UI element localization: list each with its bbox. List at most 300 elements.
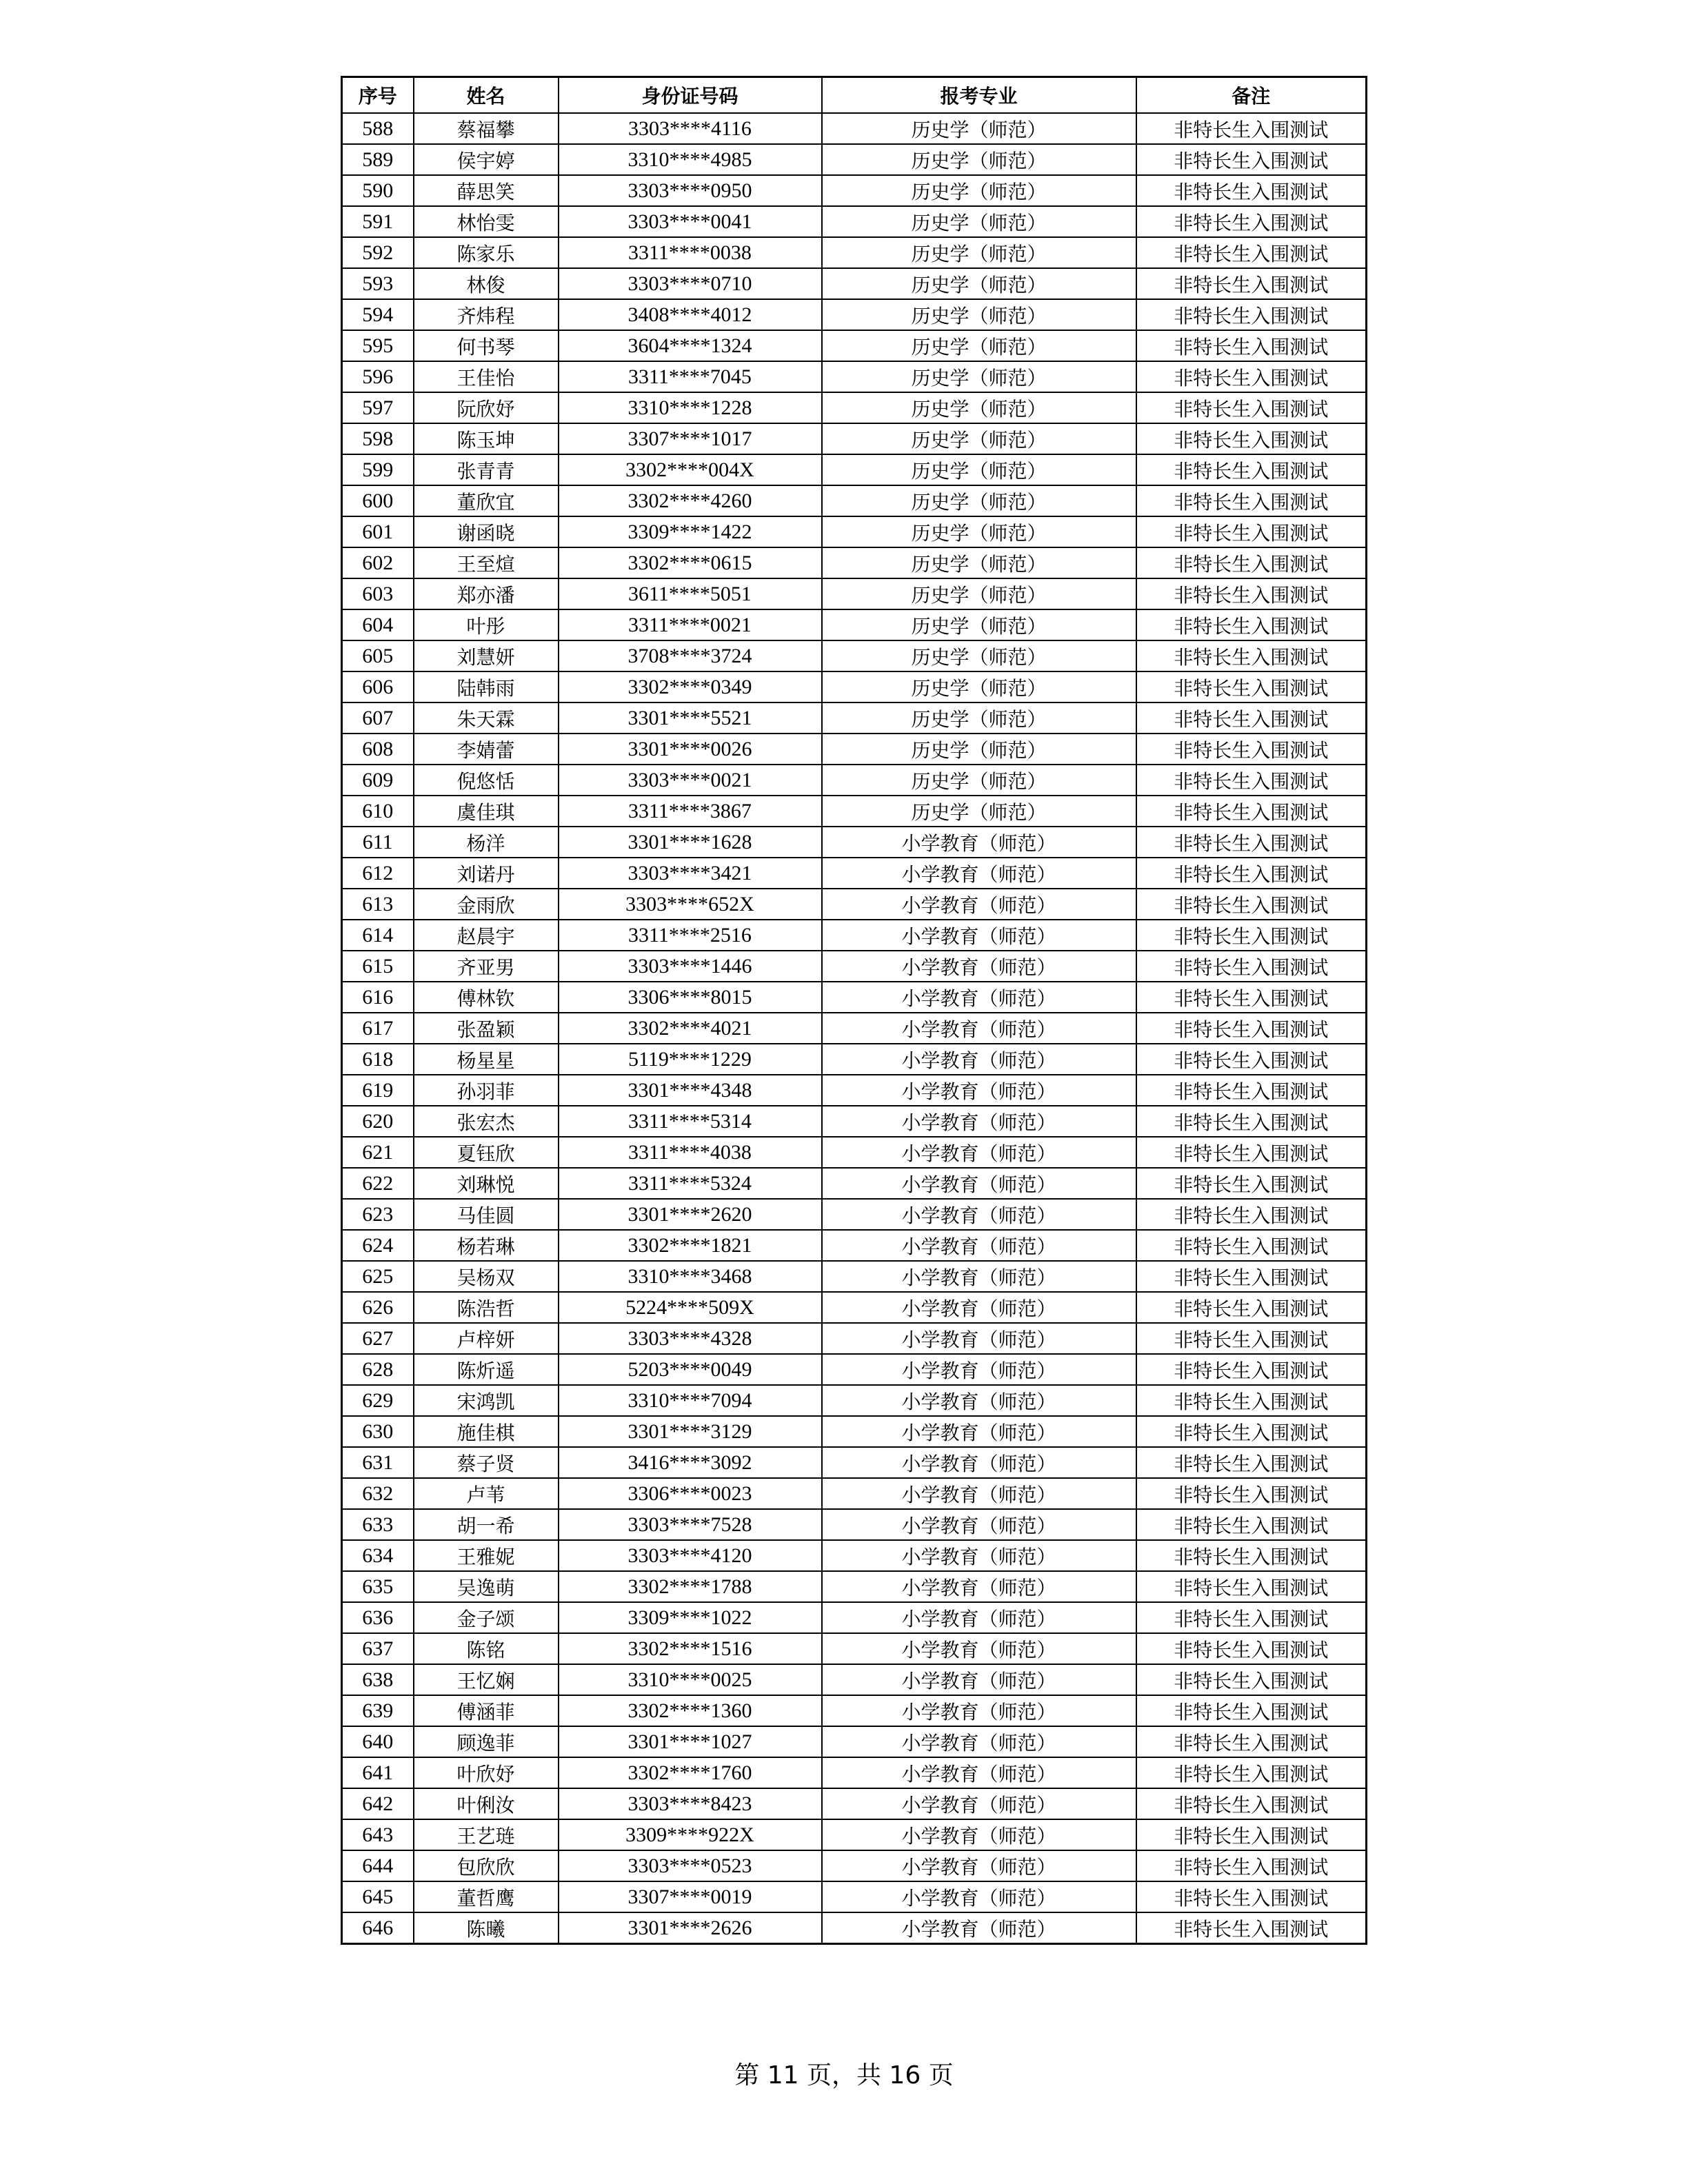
cell-remark: 非特长生入围测试 (1136, 1013, 1367, 1044)
cell-major: 历史学（师范） (822, 113, 1136, 144)
cell-index: 594 (342, 299, 414, 330)
cell-index: 614 (342, 920, 414, 951)
cell-name: 侯宇婷 (414, 144, 559, 175)
cell-name: 陈玉坤 (414, 423, 559, 454)
cell-id-number: 3301****5521 (559, 702, 822, 734)
table-row (342, 609, 1367, 640)
table-row (342, 1075, 1367, 1106)
cell-remark: 非特长生入围测试 (1136, 671, 1367, 702)
table-row (342, 1385, 1367, 1416)
table-row (342, 1106, 1367, 1137)
cell-remark: 非特长生入围测试 (1136, 113, 1367, 144)
cell-name: 何书琴 (414, 330, 559, 361)
cell-name: 孙羽菲 (414, 1075, 559, 1106)
table-row (342, 1664, 1367, 1695)
cell-major: 小学教育（师范） (822, 889, 1136, 920)
cell-index: 604 (342, 609, 414, 640)
header-major: 报考专业 (822, 77, 1136, 114)
table-row (342, 671, 1367, 702)
cell-name: 吴逸萌 (414, 1571, 559, 1602)
table-row (342, 1261, 1367, 1292)
cell-id-number: 3303****0950 (559, 175, 822, 206)
cell-remark: 非特长生入围测试 (1136, 796, 1367, 827)
cell-remark: 非特长生入围测试 (1136, 1261, 1367, 1292)
cell-remark: 非特长生入围测试 (1136, 237, 1367, 268)
cell-major: 历史学（师范） (822, 454, 1136, 485)
cell-id-number: 3604****1324 (559, 330, 822, 361)
cell-name: 杨洋 (414, 827, 559, 858)
cell-major: 历史学（师范） (822, 361, 1136, 392)
cell-name: 刘诺丹 (414, 858, 559, 889)
cell-name: 顾逸菲 (414, 1726, 559, 1757)
cell-index: 643 (342, 1819, 414, 1850)
cell-id-number: 3310****3468 (559, 1261, 822, 1292)
table-row (342, 1602, 1367, 1633)
table-row (342, 1447, 1367, 1478)
cell-index: 602 (342, 547, 414, 578)
cell-index: 599 (342, 454, 414, 485)
cell-major: 小学教育（师范） (822, 858, 1136, 889)
table-row (342, 640, 1367, 671)
cell-major: 历史学（师范） (822, 330, 1136, 361)
cell-major: 小学教育（师范） (822, 1137, 1136, 1168)
cell-major: 小学教育（师范） (822, 1509, 1136, 1540)
cell-major: 小学教育（师范） (822, 1106, 1136, 1137)
table-row (342, 1912, 1367, 1944)
cell-index: 633 (342, 1509, 414, 1540)
cell-id-number: 3309****1422 (559, 516, 822, 547)
cell-major: 小学教育（师范） (822, 1075, 1136, 1106)
cell-remark: 非特长生入围测试 (1136, 889, 1367, 920)
cell-major: 历史学（师范） (822, 578, 1136, 609)
cell-remark: 非特长生入围测试 (1136, 1509, 1367, 1540)
cell-name: 蔡福攀 (414, 113, 559, 144)
cell-name: 叶彤 (414, 609, 559, 640)
cell-name: 吴杨双 (414, 1261, 559, 1292)
cell-name: 金雨欣 (414, 889, 559, 920)
table-row (342, 1788, 1367, 1819)
cell-index: 610 (342, 796, 414, 827)
table-row (342, 982, 1367, 1013)
cell-index: 595 (342, 330, 414, 361)
cell-name: 陈曦 (414, 1912, 559, 1944)
cell-major: 历史学（师范） (822, 516, 1136, 547)
cell-remark: 非特长生入围测试 (1136, 547, 1367, 578)
cell-name: 张宏杰 (414, 1106, 559, 1137)
cell-remark: 非特长生入围测试 (1136, 1664, 1367, 1695)
cell-name: 王佳怡 (414, 361, 559, 392)
cell-id-number: 3302****004X (559, 454, 822, 485)
cell-major: 历史学（师范） (822, 671, 1136, 702)
cell-index: 642 (342, 1788, 414, 1819)
cell-remark: 非特长生入围测试 (1136, 392, 1367, 423)
cell-name: 陈浩哲 (414, 1292, 559, 1323)
cell-major: 历史学（师范） (822, 392, 1136, 423)
cell-remark: 非特长生入围测试 (1136, 578, 1367, 609)
cell-major: 小学教育（师范） (822, 827, 1136, 858)
cell-id-number: 3310****4985 (559, 144, 822, 175)
cell-id-number: 3303****652X (559, 889, 822, 920)
table-row (342, 1726, 1367, 1757)
cell-id-number: 3301****4348 (559, 1075, 822, 1106)
cell-name: 齐炜程 (414, 299, 559, 330)
cell-id-number: 3303****3421 (559, 858, 822, 889)
table-row (342, 113, 1367, 144)
cell-remark: 非特长生入围测试 (1136, 144, 1367, 175)
table-row (342, 1850, 1367, 1881)
cell-name: 张盈颖 (414, 1013, 559, 1044)
cell-id-number: 3309****1022 (559, 1602, 822, 1633)
cell-remark: 非特长生入围测试 (1136, 858, 1367, 889)
table-row (342, 920, 1367, 951)
cell-id-number: 3408****4012 (559, 299, 822, 330)
cell-remark: 非特长生入围测试 (1136, 299, 1367, 330)
table-row (342, 268, 1367, 299)
cell-remark: 非特长生入围测试 (1136, 206, 1367, 237)
cell-id-number: 3302****1788 (559, 1571, 822, 1602)
cell-major: 历史学（师范） (822, 175, 1136, 206)
cell-id-number: 3301****0026 (559, 734, 822, 765)
cell-index: 627 (342, 1323, 414, 1354)
table-row (342, 858, 1367, 889)
cell-major: 历史学（师范） (822, 702, 1136, 734)
cell-name: 倪悠恬 (414, 765, 559, 796)
cell-id-number: 5224****509X (559, 1292, 822, 1323)
cell-remark: 非特长生入围测试 (1136, 423, 1367, 454)
cell-name: 胡一希 (414, 1509, 559, 1540)
table-row (342, 734, 1367, 765)
cell-remark: 非特长生入围测试 (1136, 609, 1367, 640)
table-row (342, 1044, 1367, 1075)
table-row (342, 454, 1367, 485)
cell-major: 历史学（师范） (822, 765, 1136, 796)
cell-id-number: 3302****0615 (559, 547, 822, 578)
cell-index: 623 (342, 1199, 414, 1230)
cell-index: 597 (342, 392, 414, 423)
cell-major: 小学教育（师范） (822, 1323, 1136, 1354)
cell-name: 刘慧妍 (414, 640, 559, 671)
cell-index: 634 (342, 1540, 414, 1571)
cell-id-number: 3302****4021 (559, 1013, 822, 1044)
cell-id-number: 3311****0038 (559, 237, 822, 268)
cell-remark: 非特长生入围测试 (1136, 454, 1367, 485)
cell-remark: 非特长生入围测试 (1136, 1757, 1367, 1788)
table-row (342, 1292, 1367, 1323)
table-row (342, 1881, 1367, 1912)
cell-major: 小学教育（师范） (822, 1726, 1136, 1757)
cell-id-number: 3302****0349 (559, 671, 822, 702)
cell-major: 历史学（师范） (822, 640, 1136, 671)
cell-id-number: 3302****1760 (559, 1757, 822, 1788)
cell-remark: 非特长生入围测试 (1136, 734, 1367, 765)
table-row (342, 330, 1367, 361)
cell-name: 卢苇 (414, 1478, 559, 1509)
cell-remark: 非特长生入围测试 (1136, 330, 1367, 361)
table-row (342, 1416, 1367, 1447)
cell-major: 小学教育（师范） (822, 1881, 1136, 1912)
table-row (342, 547, 1367, 578)
cell-remark: 非特长生入围测试 (1136, 1819, 1367, 1850)
cell-name: 张青青 (414, 454, 559, 485)
cell-remark: 非特长生入围测试 (1136, 1230, 1367, 1261)
cell-major: 小学教育（师范） (822, 982, 1136, 1013)
table-row (342, 1509, 1367, 1540)
cell-index: 593 (342, 268, 414, 299)
cell-index: 644 (342, 1850, 414, 1881)
cell-index: 645 (342, 1881, 414, 1912)
cell-index: 622 (342, 1168, 414, 1199)
cell-name: 董欣宜 (414, 485, 559, 516)
cell-remark: 非特长生入围测试 (1136, 1602, 1367, 1633)
cell-index: 608 (342, 734, 414, 765)
cell-major: 小学教育（师范） (822, 1695, 1136, 1726)
cell-major: 小学教育（师范） (822, 1571, 1136, 1602)
cell-index: 641 (342, 1757, 414, 1788)
cell-major: 小学教育（师范） (822, 1602, 1136, 1633)
cell-major: 小学教育（师范） (822, 1292, 1136, 1323)
cell-index: 611 (342, 827, 414, 858)
table-body (342, 113, 1367, 1944)
cell-index: 631 (342, 1447, 414, 1478)
cell-id-number: 3611****5051 (559, 578, 822, 609)
cell-name: 傅林钦 (414, 982, 559, 1013)
cell-name: 陈家乐 (414, 237, 559, 268)
cell-remark: 非特长生入围测试 (1136, 1540, 1367, 1571)
cell-id-number: 3310****1228 (559, 392, 822, 423)
cell-major: 小学教育（师范） (822, 1199, 1136, 1230)
cell-remark: 非特长生入围测试 (1136, 516, 1367, 547)
table-row (342, 392, 1367, 423)
cell-remark: 非特长生入围测试 (1136, 1478, 1367, 1509)
cell-remark: 非特长生入围测试 (1136, 1447, 1367, 1478)
table-row (342, 1230, 1367, 1261)
cell-remark: 非特长生入围测试 (1136, 702, 1367, 734)
cell-name: 林怡雯 (414, 206, 559, 237)
cell-name: 王艺琏 (414, 1819, 559, 1850)
cell-major: 小学教育（师范） (822, 1230, 1136, 1261)
cell-index: 626 (342, 1292, 414, 1323)
cell-name: 王至煊 (414, 547, 559, 578)
header-remark: 备注 (1136, 77, 1367, 114)
cell-id-number: 3303****7528 (559, 1509, 822, 1540)
cell-index: 620 (342, 1106, 414, 1137)
cell-name: 郑亦潘 (414, 578, 559, 609)
cell-name: 薛思笑 (414, 175, 559, 206)
cell-name: 刘琳悦 (414, 1168, 559, 1199)
cell-name: 齐亚男 (414, 951, 559, 982)
cell-major: 小学教育（师范） (822, 1757, 1136, 1788)
cell-major: 小学教育（师范） (822, 1013, 1136, 1044)
cell-major: 历史学（师范） (822, 734, 1136, 765)
cell-id-number: 3303****0021 (559, 765, 822, 796)
table-row (342, 702, 1367, 734)
cell-id-number: 3311****2516 (559, 920, 822, 951)
table-row (342, 1571, 1367, 1602)
cell-name: 董哲鹰 (414, 1881, 559, 1912)
cell-index: 640 (342, 1726, 414, 1757)
cell-id-number: 3301****2626 (559, 1912, 822, 1944)
table-row (342, 144, 1367, 175)
cell-index: 635 (342, 1571, 414, 1602)
cell-id-number: 3416****3092 (559, 1447, 822, 1478)
cell-index: 591 (342, 206, 414, 237)
cell-major: 历史学（师范） (822, 796, 1136, 827)
cell-remark: 非特长生入围测试 (1136, 640, 1367, 671)
cell-index: 630 (342, 1416, 414, 1447)
cell-remark: 非特长生入围测试 (1136, 175, 1367, 206)
cell-major: 小学教育（师范） (822, 920, 1136, 951)
cell-id-number: 3301****1628 (559, 827, 822, 858)
table-row (342, 237, 1367, 268)
cell-remark: 非特长生入围测试 (1136, 1788, 1367, 1819)
table-row (342, 1323, 1367, 1354)
cell-id-number: 3303****0523 (559, 1850, 822, 1881)
cell-remark: 非特长生入围测试 (1136, 268, 1367, 299)
table-row (342, 951, 1367, 982)
cell-id-number: 3311****7045 (559, 361, 822, 392)
table-row (342, 1013, 1367, 1044)
cell-remark: 非特长生入围测试 (1136, 1416, 1367, 1447)
cell-index: 592 (342, 237, 414, 268)
cell-remark: 非特长生入围测试 (1136, 1106, 1367, 1137)
cell-index: 639 (342, 1695, 414, 1726)
table-row (342, 1540, 1367, 1571)
cell-name: 包欣欣 (414, 1850, 559, 1881)
cell-remark: 非特长生入围测试 (1136, 1323, 1367, 1354)
cell-major: 小学教育（师范） (822, 951, 1136, 982)
table-header-row (342, 77, 1367, 114)
cell-id-number: 5119****1229 (559, 1044, 822, 1075)
cell-index: 637 (342, 1633, 414, 1664)
cell-name: 卢梓妍 (414, 1323, 559, 1354)
cell-name: 王雅妮 (414, 1540, 559, 1571)
candidate-table (341, 76, 1367, 1945)
cell-name: 杨若琳 (414, 1230, 559, 1261)
cell-index: 628 (342, 1354, 414, 1385)
cell-index: 619 (342, 1075, 414, 1106)
cell-id-number: 3302****4260 (559, 485, 822, 516)
cell-name: 陈铭 (414, 1633, 559, 1664)
page-number: 第 11 页，共 16 页 (734, 2061, 954, 2090)
cell-major: 历史学（师范） (822, 268, 1136, 299)
table-row (342, 1168, 1367, 1199)
cell-remark: 非特长生入围测试 (1136, 1385, 1367, 1416)
cell-id-number: 3311****5324 (559, 1168, 822, 1199)
table-row (342, 175, 1367, 206)
cell-remark: 非特长生入围测试 (1136, 1912, 1367, 1944)
cell-major: 小学教育（师范） (822, 1416, 1136, 1447)
cell-index: 646 (342, 1912, 414, 1944)
cell-major: 小学教育（师范） (822, 1447, 1136, 1478)
cell-index: 632 (342, 1478, 414, 1509)
cell-major: 历史学（师范） (822, 299, 1136, 330)
cell-major: 小学教育（师范） (822, 1168, 1136, 1199)
cell-remark: 非特长生入围测试 (1136, 1726, 1367, 1757)
cell-id-number: 3311****5314 (559, 1106, 822, 1137)
cell-name: 叶俐汝 (414, 1788, 559, 1819)
cell-index: 609 (342, 765, 414, 796)
cell-remark: 非特长生入围测试 (1136, 1137, 1367, 1168)
cell-index: 621 (342, 1137, 414, 1168)
cell-id-number: 3311****4038 (559, 1137, 822, 1168)
cell-name: 施佳棋 (414, 1416, 559, 1447)
cell-index: 588 (342, 113, 414, 144)
cell-id-number: 5203****0049 (559, 1354, 822, 1385)
cell-name: 虞佳琪 (414, 796, 559, 827)
cell-major: 小学教育（师范） (822, 1044, 1136, 1075)
table-row (342, 423, 1367, 454)
cell-major: 小学教育（师范） (822, 1788, 1136, 1819)
cell-major: 小学教育（师范） (822, 1850, 1136, 1881)
table-row (342, 765, 1367, 796)
table-row (342, 1354, 1367, 1385)
cell-remark: 非特长生入围测试 (1136, 920, 1367, 951)
cell-remark: 非特长生入围测试 (1136, 1044, 1367, 1075)
cell-index: 616 (342, 982, 414, 1013)
table-row (342, 516, 1367, 547)
cell-remark: 非特长生入围测试 (1136, 361, 1367, 392)
cell-name: 金子颂 (414, 1602, 559, 1633)
cell-major: 历史学（师范） (822, 609, 1136, 640)
table-row (342, 1478, 1367, 1509)
cell-index: 601 (342, 516, 414, 547)
cell-index: 598 (342, 423, 414, 454)
cell-index: 605 (342, 640, 414, 671)
cell-index: 600 (342, 485, 414, 516)
table-row (342, 827, 1367, 858)
cell-id-number: 3311****0021 (559, 609, 822, 640)
cell-id-number: 3303****4120 (559, 1540, 822, 1571)
table-row (342, 299, 1367, 330)
cell-major: 小学教育（师范） (822, 1819, 1136, 1850)
cell-major: 小学教育（师范） (822, 1540, 1136, 1571)
cell-name: 叶欣妤 (414, 1757, 559, 1788)
table-row (342, 1199, 1367, 1230)
cell-major: 小学教育（师范） (822, 1261, 1136, 1292)
cell-name: 朱天霖 (414, 702, 559, 734)
cell-id-number: 3306****0023 (559, 1478, 822, 1509)
table-row (342, 889, 1367, 920)
cell-index: 606 (342, 671, 414, 702)
table-row (342, 1695, 1367, 1726)
cell-id-number: 3310****7094 (559, 1385, 822, 1416)
cell-major: 历史学（师范） (822, 206, 1136, 237)
cell-remark: 非特长生入围测试 (1136, 1633, 1367, 1664)
cell-id-number: 3301****2620 (559, 1199, 822, 1230)
cell-index: 596 (342, 361, 414, 392)
cell-major: 小学教育（师范） (822, 1912, 1136, 1944)
table-row (342, 361, 1367, 392)
cell-index: 607 (342, 702, 414, 734)
cell-major: 小学教育（师范） (822, 1633, 1136, 1664)
cell-index: 615 (342, 951, 414, 982)
cell-major: 小学教育（师范） (822, 1354, 1136, 1385)
cell-id-number: 3302****1821 (559, 1230, 822, 1261)
cell-name: 李婧蕾 (414, 734, 559, 765)
cell-id-number: 3708****3724 (559, 640, 822, 671)
cell-name: 陈炘遥 (414, 1354, 559, 1385)
cell-remark: 非特长生入围测试 (1136, 982, 1367, 1013)
cell-index: 624 (342, 1230, 414, 1261)
table-row (342, 578, 1367, 609)
cell-id-number: 3303****0710 (559, 268, 822, 299)
cell-index: 638 (342, 1664, 414, 1695)
cell-major: 小学教育（师范） (822, 1385, 1136, 1416)
cell-remark: 非特长生入围测试 (1136, 827, 1367, 858)
cell-id-number: 3310****0025 (559, 1664, 822, 1695)
cell-index: 612 (342, 858, 414, 889)
cell-major: 小学教育（师范） (822, 1478, 1136, 1509)
